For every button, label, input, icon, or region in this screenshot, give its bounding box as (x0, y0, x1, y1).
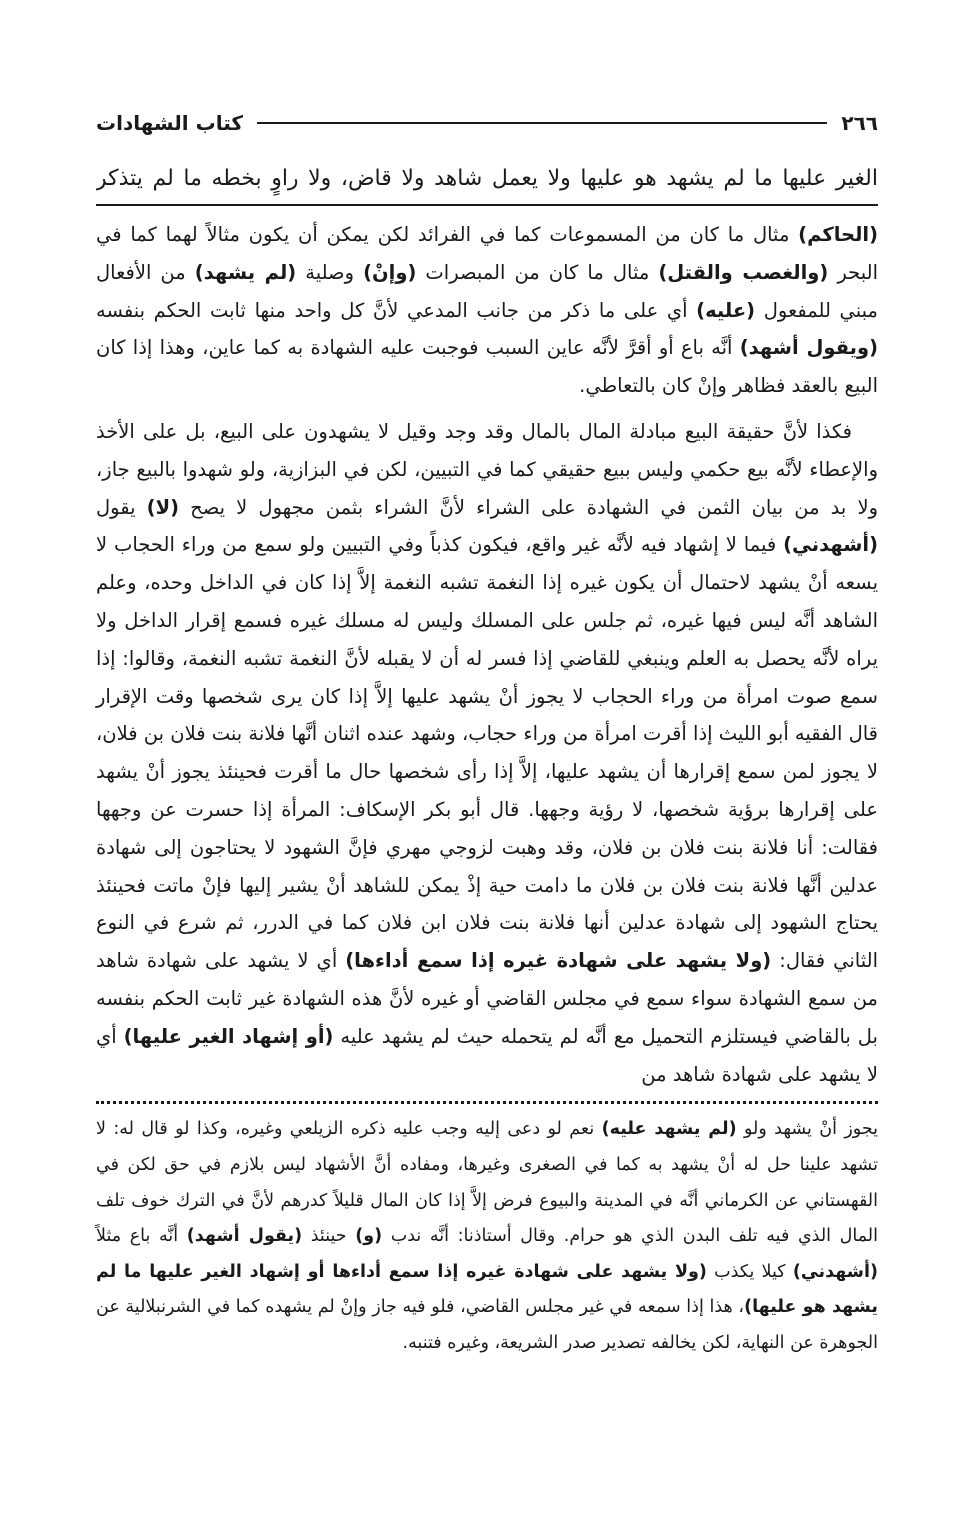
bold-term: (يقول أشهد) (186, 1226, 303, 1247)
commentary-paragraph (96, 413, 878, 1093)
text-run: ، هذا إذا سمعه في غير مجلس القاضي، فلو فيه جاز وإنْ لم يشهده كما في الشرنبلالية عن الجوهرة عن النهاية، لكن يخالفه تصدير صدر الشريعة، وغيره فتنبه. (96, 1297, 878, 1353)
bold-term: (وإنْ) (363, 260, 417, 284)
bold-term: (ولا يشهد على شهادة غيره إذا سمع أداءها أو إشهاد الغير عليها ما لم يشهد هو عليها) (96, 1261, 878, 1318)
bold-term: (لا) (146, 495, 180, 519)
bold-term: (والغصب والقتل) (658, 260, 829, 284)
main-text-divider (96, 204, 878, 206)
page-header (96, 108, 878, 138)
text-run: حينئذ (302, 1226, 356, 1247)
text-run: وصلية (296, 260, 364, 284)
bold-term: (أو إشهاد الغير عليها) (123, 1024, 334, 1048)
text-run: مثال ما كان من المسموعات كما في الفرائد لكن يمكن أن يكون مثالاً لهما كما في البحر (96, 223, 878, 284)
document-page (96, 108, 878, 1361)
page-number: ٢٦٦ (841, 111, 878, 135)
bold-term: (أشهدني) (792, 1261, 878, 1282)
text-run: أي لا يشهد على شهادة شاهد من سمع الشهادة سواء سمع في مجلس القاضي أو غيره لأنَّ هذه الشهادة غير ثابت الحكم بنفسه بل بالقاضي فيستلزم التحميل مع أنَّه لم يتحمله حيث لم يشهد عليه (96, 949, 878, 1048)
bold-term: (و) (355, 1226, 383, 1247)
text-run: أنَّه باع مثلاً (96, 1226, 187, 1247)
footnotes-section (96, 1112, 878, 1361)
chapter-title: كتاب الشهادات (96, 111, 244, 135)
text-run: أي لا يشهد على شهادة شاهد من (96, 1024, 878, 1086)
footnote-paragraph (96, 1112, 878, 1361)
bold-term: (الحاكم) (798, 223, 878, 246)
text-run: أي على ما ذكر من جانب المدعي لأنَّ كل واحد منها ثابت الحكم بنفسه (96, 298, 697, 322)
text-run: يقول (96, 495, 147, 519)
text-run: يجوز أنْ يشهد ولو (736, 1119, 878, 1140)
text-run: فكذا لأنَّ حقيقة البيع مبادلة المال بالمال وقد وجد وقيل لا يشهدون على البيع، بل على الأخذ والإعطاء لأنَّه بيع حكمي وليس ببيع حقيقي كما في التبيين، لكن في البزازية، ولو شهدوا بالبيع جاز، ولا بد من بيان الثمن في الشهادة على الشراء لأنَّ الشراء بثمن مجهول لا يصح (96, 419, 878, 519)
bold-term: (ولا يشهد على شهادة غيره إذا سمع أداءها) (345, 949, 772, 973)
text-run: أنَّه باع أو أقرَّ لأنَّه عاين السبب فوجبت عليه الشهادة به كما عاين، وهذا إذا كان البيع بالعقد فظاهر وإنْ كان بالتعاطي. (96, 336, 878, 398)
bold-term: (ويقول أشهد) (739, 336, 879, 360)
bold-term: (عليه) (696, 298, 756, 322)
text-run: فيما لا إشهاد فيه لأنَّه غير واقع، فيكون كذباً وفي التبيين ولو سمع من وراء الحجاب لا يسعه أنْ يشهد لاحتمال أن يكون غيره إذا النغمة تشبه النغمة إلاَّ إذا كان في الداخل وحده، وعلم الشاهد أنَّه ليس فيها غيره، ثم جلس على المسلك وليس له مسلك غيره فسمع إقرار الداخل ولا يراه لأنَّه يحصل به العلم وينبغي للقاضي إذا فسر له أن لا يقبله لأنَّ النغمة تشبه النغمة، وقالوا: إذا سمع صوت امرأة من وراء الحجاب لا يجوز أنْ يشهد عليها إلاَّ إذا كان يرى شخصها وقت الإقرار قال الفقيه أبو الليث إذا أقرت امرأة من وراء حجاب، وشهد عنده اثنان أنَّها فلانة بنت فلان بن فلان، لا يجوز لمن سمع إقرارها أن يشهد عليها، إلاَّ إذا رأى شخصها حال ما أقرت فحينئذ يجوز أنْ يشهد على إقرارها برؤية شخصها، لا رؤية وجهها. قال أبو بكر الإسكاف: المرأة إذا حسرت عن وجهها فقالت: أنا فلانة بنت فلان بن فلان، وقد وهبت لزوجي مهري فإنَّ الشهود لا يحتاجون إلى شهادة عدلين أنَّها فلانة بنت فلان بن فلان ما دامت حية إذْ يمكن للشاهد أنْ يشير إليها فإنْ ماتت فحينئذ يحتاج الشهود إلى شهادة عدلين أنها فلانة بنت فلان ابن فلان كما في الدرر، ثم شرع في النوع الثاني فقال: (96, 533, 878, 973)
commentary-section (96, 216, 878, 1093)
text-run: كيلا يكذب (706, 1261, 793, 1282)
text-run: من الأفعال مبني للمفعول (96, 260, 878, 322)
footnote-divider (96, 1101, 878, 1104)
main-text-line: الغير عليها ما لم يشهد هو عليها ولا يعمل شاهد ولا قاض، ولا راوٍ بخطه ما لم يتذكر (96, 166, 878, 191)
bold-term: (لم يشهد) (194, 260, 297, 284)
bold-term: (أشهدني) (783, 533, 878, 557)
text-run: مثال ما كان من المبصرات (416, 260, 659, 284)
text-run: نعم لو دعى إليه وجب عليه ذكره الزيلعي وغيره، وكذا لو قال له: لا تشهد علينا حل له أنْ يشهد به كما في الصغرى وغيرها، ومفاده أنَّ الأشهاد ليس بلازم في حق لكن في القهستاني عن الكرماني أنَّه في المدينة والبيوع فرض إلاَّ إذا كان المال قليلاً كدرهم لأنَّ في الترك خوف تلف المال الذي فيه تلف البدن الذي هو حرام. وقال أستاذنا: أنَّه ندب (96, 1119, 879, 1247)
header-rule (257, 122, 827, 124)
bold-term: (لم يشهد عليه) (601, 1119, 737, 1140)
commentary-paragraph (96, 216, 878, 405)
